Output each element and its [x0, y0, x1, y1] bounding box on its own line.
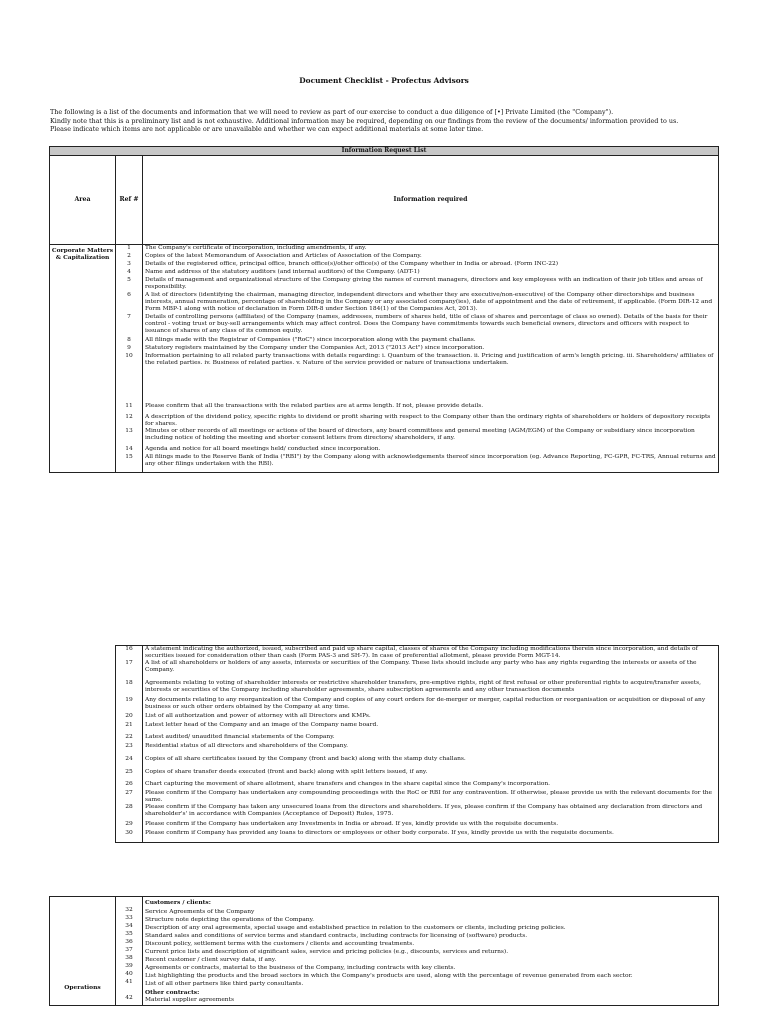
list-item: Please confirm if the Company has taken any unsecured loans from the directors and shareholders. If yes, please confirm if the Company has obtained any declaration from directors and shareholder's' in accordance with Companies (Acceptance of Deposit) Rules, 1975. [145, 804, 703, 818]
ref-number: 40 [125, 971, 133, 977]
list-item: Copies of the latest Memorandum of Association and Articles of Association of the Company. [145, 253, 422, 259]
ref-number: 15 [125, 454, 133, 460]
ref-number: 37 [125, 947, 133, 953]
list-item: Information pertaining to all related party transactions with details regarding: i. Quantum of the transaction. ii. Pricing and justification of arm's length pricing. iii. Shareholders/ affiliates of the related parties. iv. Business of related parties. v. Nature of the service provided or nature of transactions undertaken. [145, 352, 714, 366]
ref-number: 12 [125, 413, 133, 420]
ref-column [116, 245, 143, 473]
ref-number: 17 [125, 660, 133, 666]
subheading-other-contracts: Other contracts: [145, 989, 200, 996]
table-title: Information Request List [50, 147, 719, 156]
list-item: A statement indicating the authorized, issued, subscribed and paid up share capital, classes of shares of the Company including modifications therein since incorporation, and details of securities issued for consideration other than cash (Form PAS-3 and SH-7). In case of preferential allotment, please provide Form MGT-14. [145, 646, 698, 660]
ref-number: 7 [127, 313, 131, 320]
ref-number: 29 [125, 821, 133, 827]
ref-number: 21 [125, 722, 133, 728]
list-item: Details of management and organizational structure of the Company giving the names of current managers, directors and key employees with an indication of their job titles and areas of responsibility. [145, 277, 703, 291]
area-operations: Operations [50, 897, 116, 1006]
list-item: Copies of share transfer deeds executed (front and back) along with split letters issued, if any. [145, 769, 428, 775]
list-item: Any documents relating to any reorganization of the Company and copies of any court orders for de-merger or merger, capital reduction or reorganisation or acquisition or disposal of any business or such other orders obtained by the Company at any time. [145, 697, 706, 711]
ref-number: 9 [127, 344, 131, 351]
list-item: Chart capturing the movement of share allotment, share transfers and changes in the share capital since the Company's incorporation. [145, 781, 551, 787]
list-item: List of all authorization and power of attorney with all Directors and KMPs. [145, 713, 371, 719]
list-item: A description of the dividend policy, specific rights to dividend or profit sharing with respect to the Company other than the ordinary rights of shareholders or holders of depository receipts for shares. [145, 413, 711, 427]
list-item: Recent customer / client survey data, if any. [145, 957, 277, 963]
ref-number: 30 [125, 830, 133, 836]
information-request-table-operations [49, 896, 719, 1006]
intro-line-1: The following is a list of the documents and information that we will need to review as part of our exercise to conduct a due diligence of [•] Private Limited (the "Company"). [50, 108, 614, 116]
list-item: Copies of all share certificates issued by the Company (front and back) along with the stamp duty challans. [145, 756, 466, 762]
ref-number: 14 [125, 446, 133, 452]
ref-number: 5 [127, 277, 131, 283]
list-item: List highlighting the products and the broad sectors in which the Company's products are used, along with the percentage of revenue generated from each sector. [145, 973, 633, 979]
list-item: Service Agreements of the Company [145, 909, 255, 915]
list-item: Agreements relating to voting of shareholder interests or restrictive shareholder transfers, pre-emptive rights, right of first refusal or other preferential rights to acquire/transfer assets, interests or securities of the Company including shareholder agreements, share subscription agreements and any other transaction documents [145, 680, 702, 694]
list-item: Minutes or other records of all meetings or actions of the board of directors, any board committees and general meeting (AGM/EGM) of the Company or subsidiary since incorporation including notice of holding the meeting and shorter consent letters from directors/ shareholders, if any. [145, 428, 695, 442]
page-title: Document Checklist - Profectus Advisors [299, 76, 469, 85]
ref-number: 42 [125, 995, 133, 1001]
ref-number: 2 [127, 253, 131, 259]
list-item: Standard sales and conditions of service terms and standard contracts, including contracts for licensing of (software) products. [145, 933, 528, 939]
area-corporate: Corporate Matters & Capitalization [50, 245, 116, 473]
ref-number: 23 [125, 743, 133, 749]
ref-number: 28 [125, 804, 133, 810]
list-item: Name and address of the statutory auditors (and internal auditors) of the Company. (ADT-1) [145, 269, 420, 275]
header-info: Information required [143, 156, 719, 245]
list-item: Please confirm if Company has provided any loans to directors or employees or other body corporate. If yes, kindly provide us with the requisite documents. [145, 830, 614, 836]
list-item: List of all other partners like third party consultants. [145, 981, 304, 987]
list-item: All filings made to the Reserve Bank of India ("RBI") by the Company along with acknowledgements thereof since incorporation (eg. Advance Reporting, FC-GPR, FC-TRS, Annual returns and any other filings undertaken with the RBI). [145, 454, 716, 468]
ref-number: 16 [125, 646, 133, 652]
header-ref: Ref # [116, 156, 143, 245]
intro-line-2: Kindly note that this is a preliminary list and is not exhaustive. Additional information may be required, depending on our findings from the review of the documents/ information provided to us. [50, 116, 679, 125]
ref-number: 20 [125, 713, 133, 719]
info-column [143, 897, 719, 1006]
list-item: Agreements or contracts, material to the business of the Company, including contracts with key clients. [145, 965, 456, 971]
list-item: Residential status of all directors and shareholders of the Company. [145, 743, 349, 749]
ref-number: 18 [125, 680, 133, 686]
ref-number: 35 [125, 931, 133, 937]
ref-number: 25 [125, 769, 133, 775]
subheading-customers: Customers / clients: [145, 899, 211, 906]
information-request-table-cont [115, 645, 719, 843]
ref-number: 8 [127, 336, 131, 343]
ref-number: 11 [125, 402, 133, 409]
ref-number: 4 [127, 269, 131, 275]
list-item: Agenda and notice for all board meetings held/ conducted since incorporation. [145, 446, 381, 452]
list-item: Latest letter head of the Company and an image of the Company name board. [145, 722, 379, 728]
ref-number: 1 [127, 245, 131, 251]
list-item: All filings made with the Registrar of Companies ("RoC") since incorporation along with the payment challans. [145, 336, 476, 343]
list-item: Latest audited/ unaudited financial statements of the Company. [145, 734, 335, 740]
ref-number: 34 [125, 923, 133, 929]
ref-number: 36 [125, 939, 133, 945]
list-item: Details of controlling persons (affiliates) of the Company (names, addresses, numbers of shares held, title of class of shares and percentage of class so owned). Details of the basis for their control - voting trust or buy-sell arrangements which may affect control. Does the Company have commitments towards such beneficial owners, directors and officers with respect to issuance of shares of any class of its common equity. [145, 313, 708, 334]
list-item: A list of directors (identifying the chairman, managing director, independent directors and whether they are executive/non-executive) of the Company other directorships and business interests, annual remuneration, percentage of shareholding in the Company or any associated company(ies), date of appointment and the date of retirement, if applicable. (Form DIR-12 and Form MBP-1 along with notice of declaration in Form DIR-8 under Section 184(1) of the Companies Act, 2013). [145, 291, 713, 312]
list-item: Description of any oral agreements, special usage and established practice in relation to the customers or clients, including pricing policies. [145, 925, 566, 931]
ref-number: 32 [125, 907, 133, 913]
list-item: A list of all shareholders or holders of any assets, interests or securities of the Company. These lists should include any party who has any rights regarding the interests or assets of the Company. [145, 660, 697, 674]
info-column [143, 646, 719, 843]
list-item: Please confirm if the Company has undertaken any compounding proceedings with the RoC or RBI for any contravention. If otherwise, please provide us with the relevant documents for the same. [145, 790, 712, 804]
ref-number: 33 [125, 915, 133, 921]
list-item: Statutory registers maintained by the Company under the Companies Act, 2013 ("2013 Act") since incorporation. [145, 344, 485, 351]
list-item: Details of the registered office, principal office, branch office(s)/other office(s) of the Company whether in India or abroad. (Form INC-22) [145, 261, 559, 267]
ref-number: 6 [127, 291, 131, 298]
list-item: Please confirm if the Company has undertaken any Investments in India or abroad. If yes, kindly provide us with the requisite documents. [145, 821, 559, 827]
list-item: Current price lists and description of significant sales, service and pricing policies (e.g., discounts, services and returns). [145, 949, 509, 955]
intro-line-3: Please indicate which items are not applicable or are unavailable and whether we can expect additional materials at some later time. [50, 125, 484, 134]
ref-number: 26 [125, 781, 133, 787]
ref-number: 41 [125, 979, 133, 985]
ref-number: 22 [125, 734, 133, 740]
ref-number: 27 [125, 790, 133, 796]
list-item: Material supplier agreements [145, 997, 234, 1003]
header-area: Area [50, 156, 116, 245]
ref-number: 13 [125, 428, 133, 434]
ref-number: 39 [125, 963, 133, 969]
list-item: The Company's certificate of incorporation, including amendments, if any. [145, 245, 367, 251]
ref-column [116, 646, 143, 843]
ref-number: 19 [125, 697, 133, 703]
information-request-table [49, 146, 719, 473]
ref-number: 10 [125, 352, 133, 359]
ref-number: 3 [127, 261, 131, 267]
list-item: Structure note depicting the operations of the Company. [145, 917, 315, 923]
ref-number: 24 [125, 756, 133, 762]
intro-text [50, 108, 730, 134]
info-column [143, 245, 719, 473]
list-item: Please confirm that all the transactions with the related parties are at arms length. If not, please provide details. [145, 402, 484, 409]
ref-column [116, 897, 143, 1006]
ref-number: 38 [125, 955, 133, 961]
list-item: Discount policy, settlement terms with the customers / clients and accounting treatments. [145, 941, 415, 947]
